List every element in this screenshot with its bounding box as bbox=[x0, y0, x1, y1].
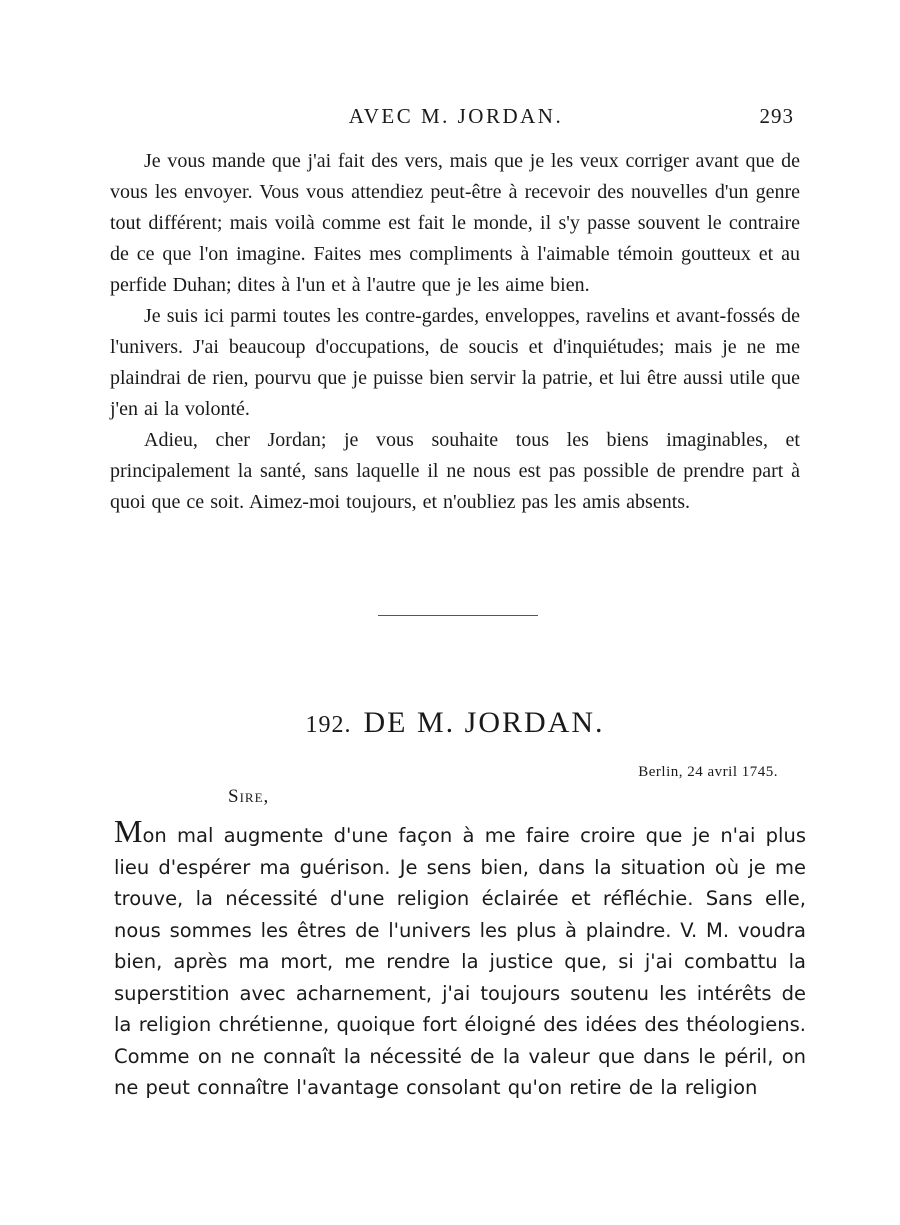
letter-continuation bbox=[110, 146, 800, 518]
running-head bbox=[112, 104, 800, 134]
letter-heading bbox=[110, 706, 800, 740]
section-divider bbox=[378, 615, 538, 616]
paragraph: Je vous mande que j'ai fait des vers, mais que je les veux corriger avant que de vous les envoyer. Vous vous attendiez peut-être à recevoir des nouvelles d'un genre tout différent; mais voilà comme est fait le monde, il s'y passe souvent le contraire de ce que l'on imagine. Faites mes compliments à l'aimable témoin goutteux et au perfide Duhan; dites à l'un et à l'autre que je les aime bien. bbox=[110, 150, 800, 296]
page-number: 293 bbox=[759, 104, 794, 128]
letter-title: DE M. JORDAN. bbox=[363, 706, 605, 739]
drop-cap: M bbox=[114, 813, 143, 849]
paragraph: Je suis ici parmi toutes les contre-gardes, enveloppes, ravelins et avant-fossés de l'univers. J'ai beaucoup d'occupations, de soucis et d'inquiétudes; mais je ne me plaindrai de rien, pourvu que je puisse bien servir la patrie, et lui être aussi utile que j'en ai la volonté. bbox=[110, 305, 800, 420]
paragraph: Adieu, cher Jordan; je vous souhaite tous les biens imaginables, et principalement la santé, sans laquelle il ne nous est pas possible de prendre part à quoi que ce soit. Aimez-moi toujours, et n'oubliez pas les amis absents. bbox=[110, 429, 800, 513]
letter-paragraph-text: on mal augmente d'une façon à me faire croire que je n'ai plus lieu d'espérer ma guérison. Je sens bien, dans la situation où je me trouve, la nécessité d'une religion éclairée et réfléchie. Sans elle, nous sommes les êtres de l'univers les plus à plaindre. V. M. voudra bien, après ma mort, me rendre la justice que, si j'ai combattu la superstition avec acharnement, j'ai toujours soutenu les intérêts de la religion chrétienne, quoique fort éloigné des idées des théologiens. Comme on ne connaît la nécessité de la valeur que dans le péril, on ne peut connaître l'avantage consolant qu'on retire de la religion bbox=[114, 824, 806, 1099]
running-title: AVEC M. JORDAN. bbox=[348, 104, 564, 128]
letter-paragraph bbox=[114, 813, 806, 1104]
letter-number: 192. bbox=[305, 712, 352, 738]
letter-body bbox=[114, 813, 806, 1104]
letter-salutation: Sire, bbox=[228, 786, 270, 807]
letter-dateline: Berlin, 24 avril 1745. bbox=[638, 764, 778, 780]
